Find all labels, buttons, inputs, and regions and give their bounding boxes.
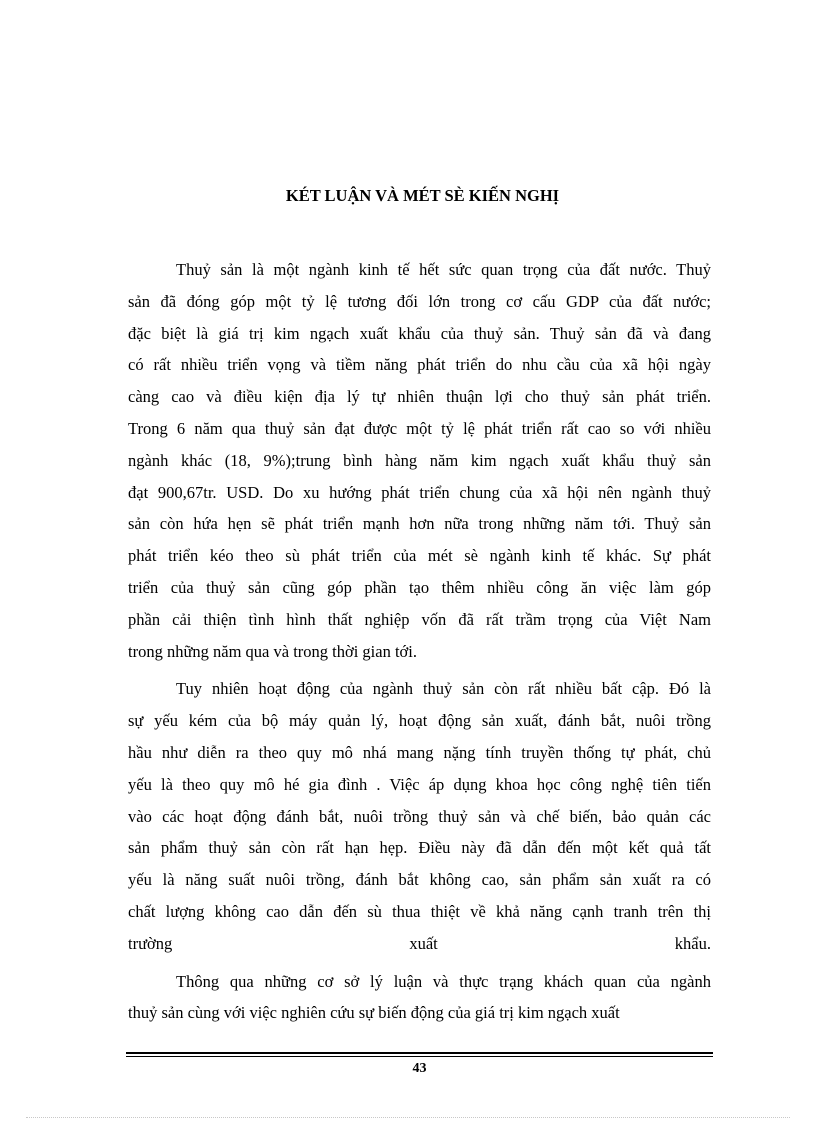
text-line: Thông qua những cơ sở lý luận và thực trạng khách quan của ngành <box>176 971 711 991</box>
page-footer <box>126 1052 713 1077</box>
text-line: yếu là năng suất nuôi trồng, đánh bắt không cao, sản phẩm sản xuất ra có <box>128 870 711 890</box>
text-line: đạt 900,67tr. USD. Do xu hướng phát triển chung của xã hội nên ngành thuỷ <box>128 482 711 502</box>
text-line: trường xuất khẩu. <box>128 933 711 953</box>
paragraph-1 <box>128 254 711 667</box>
text-line: Tuy nhiên hoạt động của ngành thuỷ sản còn rất nhiều bất cập. Đó là <box>176 679 711 699</box>
text-line: hầu như diễn ra theo quy mô nhá mang nặng tính truyền thống tự phát, chủ <box>128 742 711 762</box>
text-line: trong những năm qua và trong thời gian tới. <box>128 641 417 661</box>
text-line: sản còn hứa hẹn sẽ phát triển mạnh hơn nữa trong những năm tới. Thuỷ sản <box>128 514 711 534</box>
page-body <box>128 186 711 1035</box>
footer-rule-thin <box>126 1056 713 1057</box>
text-line: có rất nhiều triển vọng và tiềm năng phát triển do nhu cầu của xã hội ngày <box>128 355 711 375</box>
page-bottom-border <box>26 1117 790 1118</box>
text-line: phát triển kéo theo sù phát triển của mét sè ngành kinh tế khác. Sự phát <box>128 546 711 566</box>
paragraph-2 <box>128 673 711 959</box>
text-line: phần cải thiện tình hình thất nghiệp vốn đã rất trầm trọng của Việt Nam <box>128 609 711 629</box>
text-line: ngành khác (18, 9%);trung bình hàng năm kim ngạch xuất khẩu thuỷ sản <box>128 450 711 470</box>
text-line: đặc biệt là giá trị kim ngạch xuất khẩu của thuỷ sản. Thuỷ sản đã và đang <box>128 323 711 343</box>
text-line: yếu là theo quy mô hé gia đình . Việc áp dụng khoa học công nghệ tiên tiến <box>128 774 711 794</box>
text-line: vào các hoạt động đánh bắt, nuôi trồng thuỷ sản và chế biến, bảo quản các <box>128 806 711 826</box>
footer-rule <box>126 1052 713 1054</box>
text-line: Trong 6 năm qua thuỷ sản đạt được một tỷ lệ phát triển rất cao so với nhiều <box>128 418 711 438</box>
text-line: sự yếu kém của bộ máy quản lý, hoạt động sản xuất, đánh bắt, nuôi trồng <box>128 711 711 731</box>
text-line: thuỷ sản cùng với việc nghiên cứu sự biến động của giá trị kim ngạch xuất <box>128 1003 620 1023</box>
text-line: càng cao và điều kiện địa lý tự nhiên thuận lợi cho thuỷ sản phát triển. <box>128 387 711 407</box>
page-number: 43 <box>412 1061 427 1076</box>
text-line: chất lượng không cao dẫn đến sù thua thiệt về khả năng cạnh tranh trên thị <box>128 901 711 921</box>
page-title: KÉT LUẬN VÀ MÉT SÈ KIẾN NGHỊ <box>285 186 560 205</box>
text-line: sản đã đóng góp một tỷ lệ tương đối lớn trong cơ cấu GDP của đất nước; <box>128 291 711 311</box>
paragraph-3 <box>128 966 711 1030</box>
text-line: Thuỷ sản là một ngành kinh tế hết sức quan trọng của đất nước. Thuỷ <box>176 260 711 279</box>
text-line: sản phẩm thuỷ sản còn rất hạn hẹp. Điều này đã dẫn đến một kết quả tất <box>128 838 711 858</box>
text-line: triển của thuỷ sản cũng góp phần tạo thêm nhiều công ăn việc làm góp <box>128 577 711 597</box>
